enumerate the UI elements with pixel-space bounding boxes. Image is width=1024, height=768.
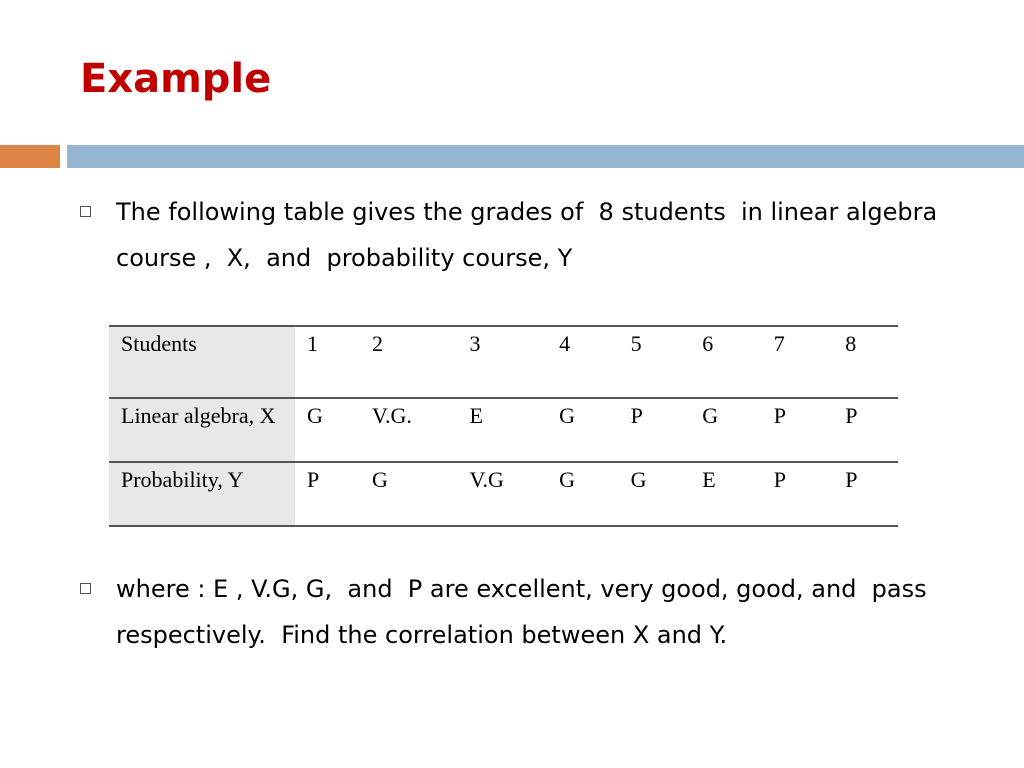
table-cell: E [457, 398, 547, 462]
row-header: Probability, Y [109, 462, 295, 526]
slide-title: Example [80, 56, 272, 102]
table-cell: 6 [690, 326, 762, 398]
table-cell: 8 [833, 326, 898, 398]
table-row [109, 326, 898, 398]
table-row [109, 398, 898, 462]
table-row [109, 462, 898, 526]
grades-table [109, 325, 898, 527]
table-cell: V.G. [360, 398, 457, 462]
hollow-square-icon [80, 583, 91, 594]
row-header: Students [109, 326, 295, 398]
table-cell: 2 [360, 326, 457, 398]
accent-bar-orange [0, 145, 60, 168]
table-cell: G [295, 398, 360, 462]
table-cell: G [619, 462, 691, 526]
table-cell: 4 [547, 326, 619, 398]
table-cell: P [833, 398, 898, 462]
table-cell: P [762, 462, 833, 526]
table-cell: V.G [457, 462, 547, 526]
table-cell: 5 [619, 326, 691, 398]
bullet-item [80, 566, 980, 706]
table-cell: E [690, 462, 762, 526]
table-cell: P [619, 398, 691, 462]
bullet-item [80, 189, 980, 289]
accent-bar-blue [67, 145, 1024, 168]
table-cell: G [547, 462, 619, 526]
table-cell: 3 [457, 326, 547, 398]
bullet-text: where : E , V.G, G, and P are excellent, very good, good, and pass respectively. Find the correlation between X and Y. [116, 575, 942, 649]
table-cell: 7 [762, 326, 833, 398]
bullet-text: The following table gives the grades of 8 students in linear algebra course , X, and probability course, Y [116, 198, 945, 272]
table-cell: 1 [295, 326, 360, 398]
table-cell: P [833, 462, 898, 526]
table-cell: P [295, 462, 360, 526]
row-header: Linear algebra, X [109, 398, 295, 462]
table-cell: G [360, 462, 457, 526]
table-cell: G [547, 398, 619, 462]
table-cell: P [762, 398, 833, 462]
hollow-square-icon [80, 206, 91, 217]
table-cell: G [690, 398, 762, 462]
